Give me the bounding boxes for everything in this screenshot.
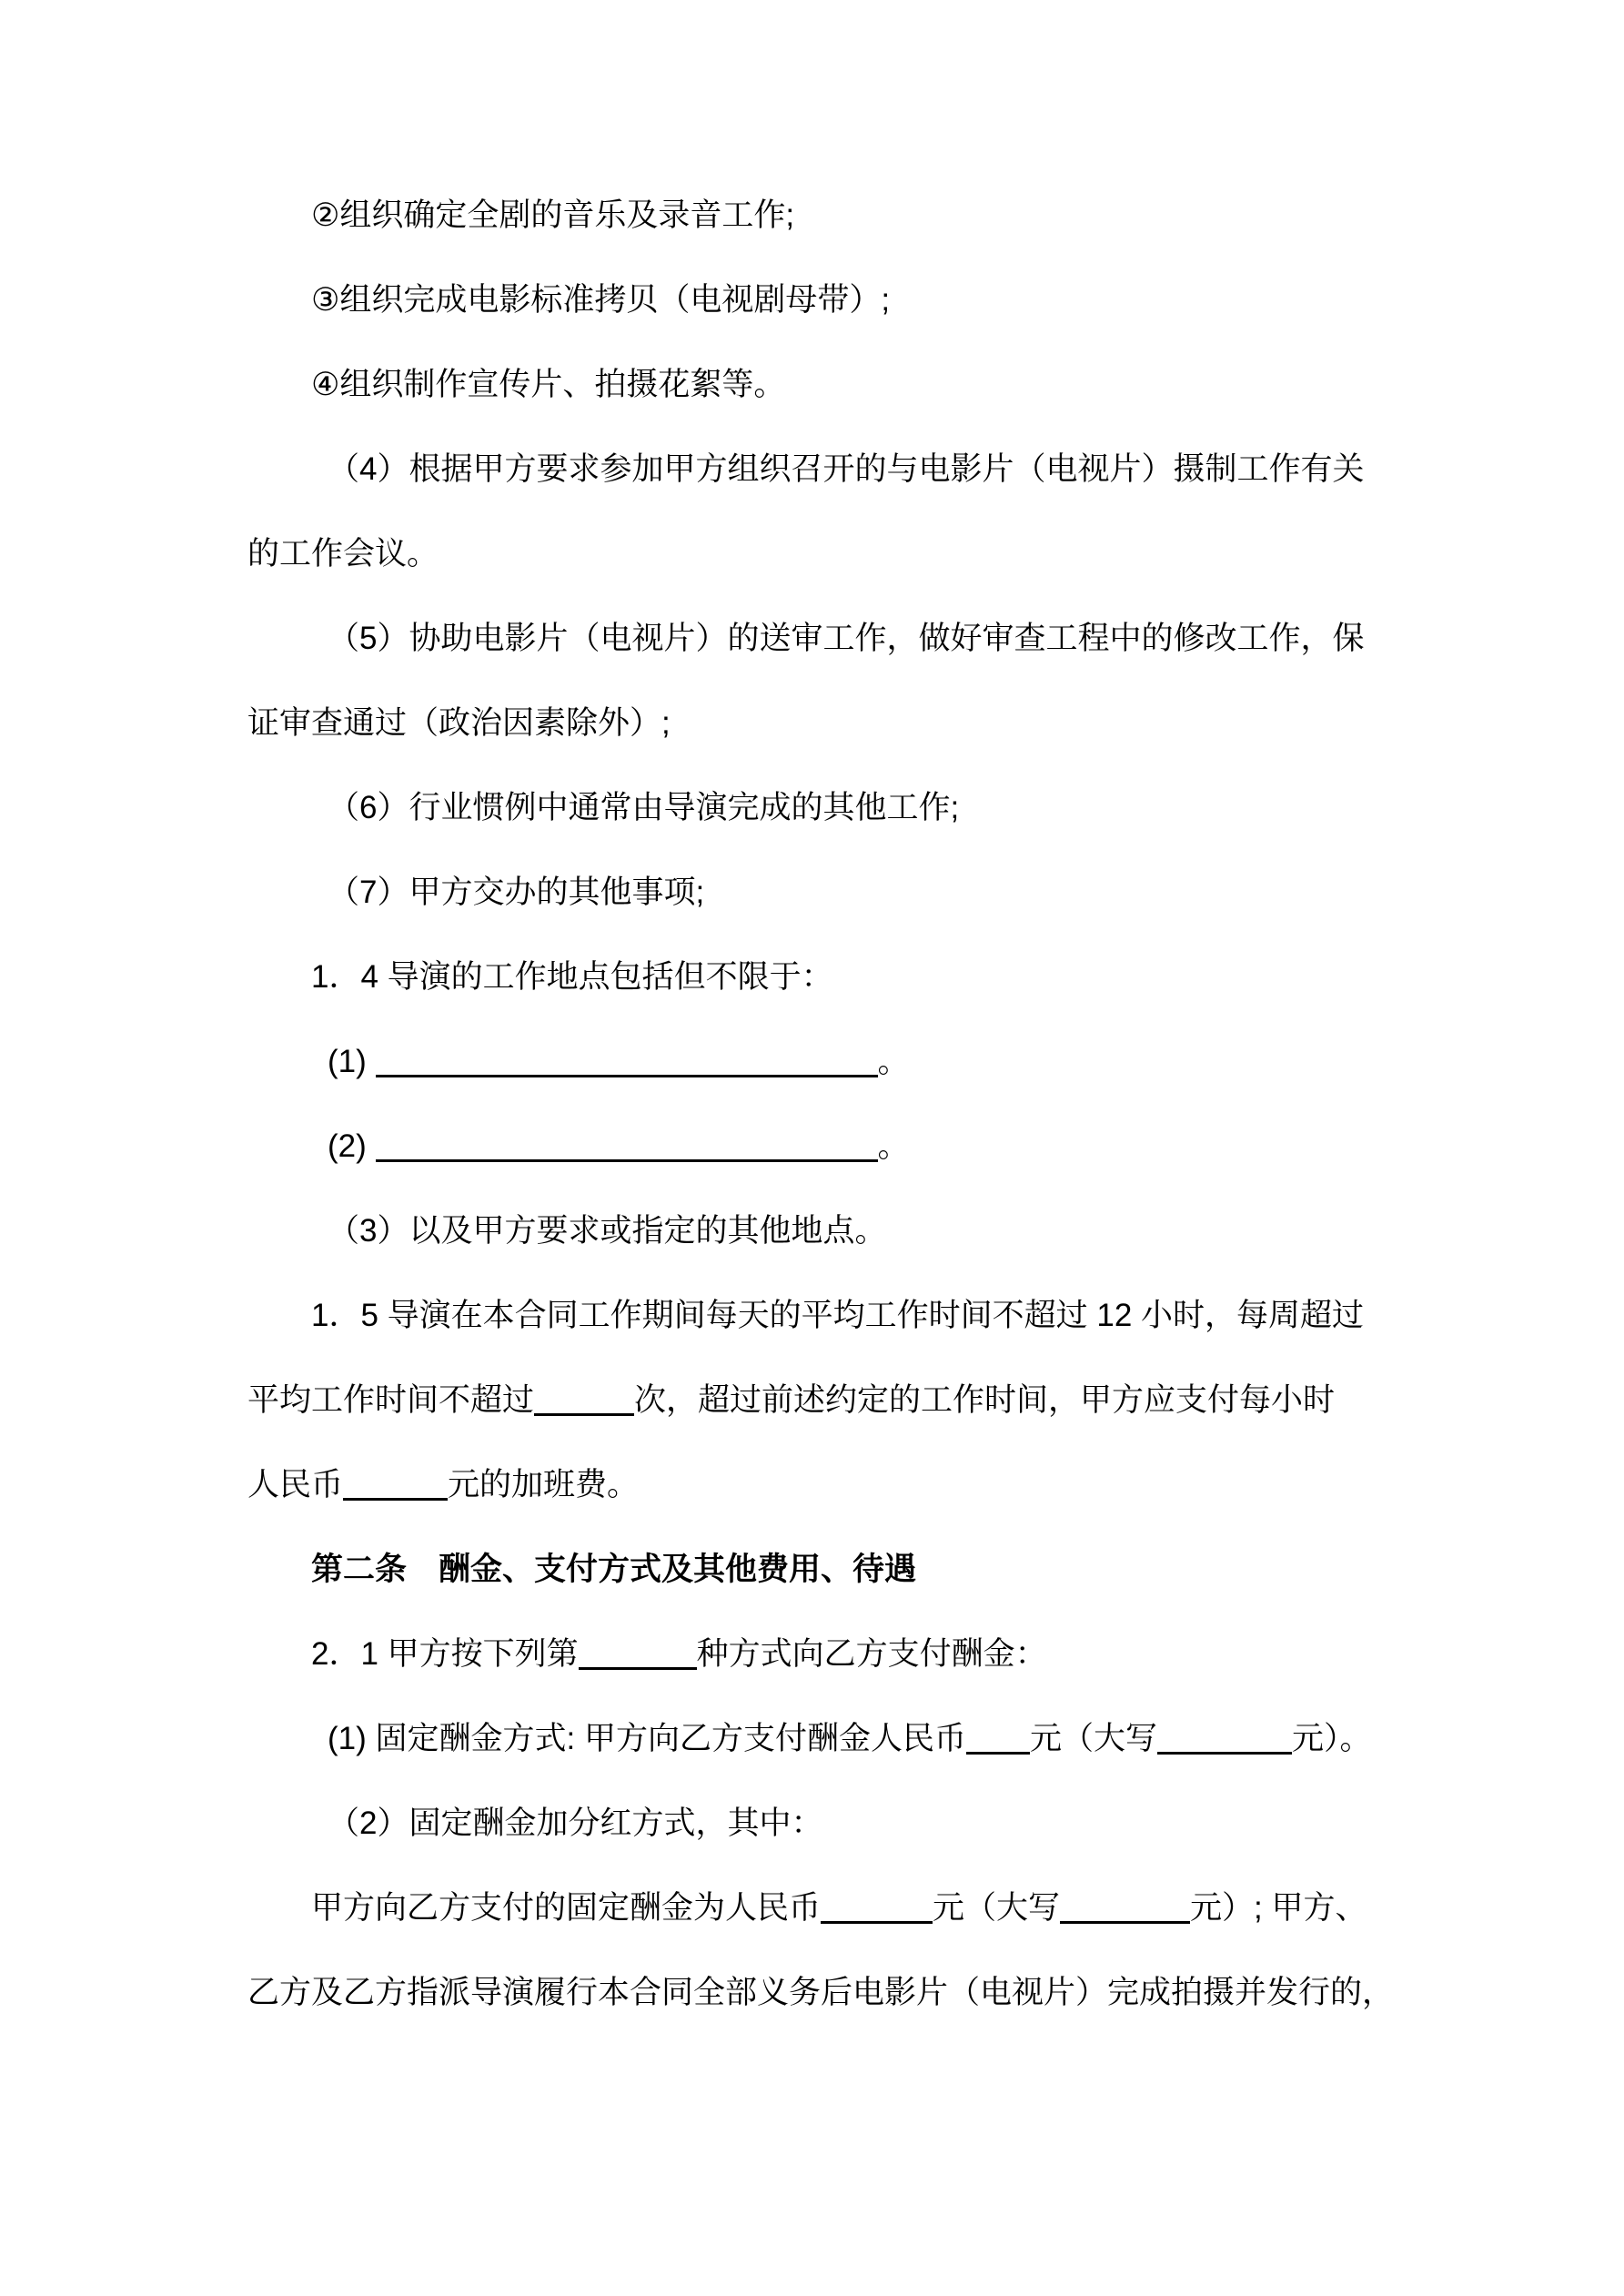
text-line-1 <box>247 173 1377 258</box>
text-run: 人民币 <box>247 1467 344 1502</box>
text-line-19 <box>247 1696 1377 1781</box>
text-run: （6）行业惯例中通常由导演完成的其他工作; <box>328 790 960 825</box>
text-run: （2）固定酬金加分红方式，其中： <box>328 1805 823 1841</box>
section-heading <box>247 1527 1377 1612</box>
blank-underline <box>1060 1921 1190 1924</box>
blank-underline <box>343 1498 448 1501</box>
text-run: 的工作会议。 <box>247 536 439 571</box>
text-line-16 <box>247 1442 1377 1527</box>
text-line-11 <box>247 1019 1377 1104</box>
text-run: (2) <box>328 1128 376 1164</box>
blank-underline <box>1157 1752 1292 1755</box>
text-line-8 <box>247 765 1377 850</box>
text-line-12 <box>247 1104 1377 1188</box>
text-run: 1．5 导演在本合同工作期间每天的平均工作时间不超过 12 小时，每周超过 <box>311 1298 1365 1333</box>
text-run: ③组织完成电影标准拷贝（电视剧母带）; <box>311 282 891 318</box>
text-line-2 <box>247 258 1377 342</box>
text-line-22 <box>247 1950 1395 2035</box>
text-run: 种方式向乙方支付酬金： <box>696 1636 1047 1672</box>
text-run: 元）; 甲方、 <box>1190 1890 1367 1926</box>
text-run: 证审查通过（政治因素除外）; <box>247 705 671 741</box>
blank-underline <box>534 1413 634 1416</box>
blank-underline <box>579 1667 697 1670</box>
text-run: 元（大写 <box>933 1890 1061 1926</box>
text-run: 乙方及乙方指派导演履行本合同全部义务后电影片（电视片）完成拍摄并发行的， <box>247 1975 1395 2010</box>
text-line-3 <box>247 342 1377 427</box>
text-run: 元）。 <box>1291 1721 1372 1756</box>
blank-underline <box>376 1159 878 1162</box>
text-run: (1) 固定酬金方式: 甲方向乙方支付酬金人民币 <box>328 1721 966 1756</box>
text-run: 。 <box>877 1044 910 1079</box>
blank-underline <box>821 1921 933 1924</box>
text-line-9 <box>247 850 1377 935</box>
text-run: 第二条 酬金、支付方式及其他费用、待遇 <box>311 1552 917 1587</box>
text-line-5 <box>247 511 1377 596</box>
text-run: 1．4 导演的工作地点包括但不限于： <box>311 959 833 995</box>
text-run: （7）甲方交办的其他事项; <box>328 875 705 910</box>
text-run: ②组织确定全剧的音乐及录音工作; <box>311 197 795 233</box>
text-run: ④组织制作宣传片、拍摄花絮等。 <box>311 367 786 402</box>
text-run: （5）协助电影片（电视片）的送审工作，做好审查工程中的修改工作，保 <box>328 621 1365 656</box>
text-line-10 <box>247 935 1377 1019</box>
text-run: 平均工作时间不超过 <box>247 1382 535 1418</box>
text-line-18 <box>247 1612 1377 1696</box>
blank-underline <box>376 1075 878 1077</box>
text-run: 元的加班费。 <box>448 1467 640 1502</box>
text-line-4 <box>247 427 1377 511</box>
text-run: 次，超过前述约定的工作时间，甲方应支付每小时 <box>634 1382 1336 1418</box>
text-line-7 <box>247 681 1377 765</box>
text-run: (1) <box>328 1044 376 1079</box>
text-line-20 <box>247 1781 1377 1866</box>
text-run: 。 <box>877 1128 910 1164</box>
text-line-6 <box>247 596 1377 681</box>
text-line-21 <box>247 1866 1377 1950</box>
text-line-15 <box>247 1358 1377 1442</box>
text-run: （4）根据甲方要求参加甲方组织召开的与电影片（电视片）摄制工作有关 <box>328 451 1365 487</box>
text-run: （3）以及甲方要求或指定的其他地点。 <box>328 1213 887 1249</box>
text-run: 甲方向乙方支付的固定酬金为人民币 <box>311 1890 822 1926</box>
text-run: 2．1 甲方按下列第 <box>311 1636 579 1672</box>
text-line-14 <box>247 1273 1377 1358</box>
text-line-13 <box>247 1188 1377 1273</box>
text-run: 元（大写 <box>1029 1721 1157 1756</box>
blank-underline <box>966 1752 1030 1755</box>
